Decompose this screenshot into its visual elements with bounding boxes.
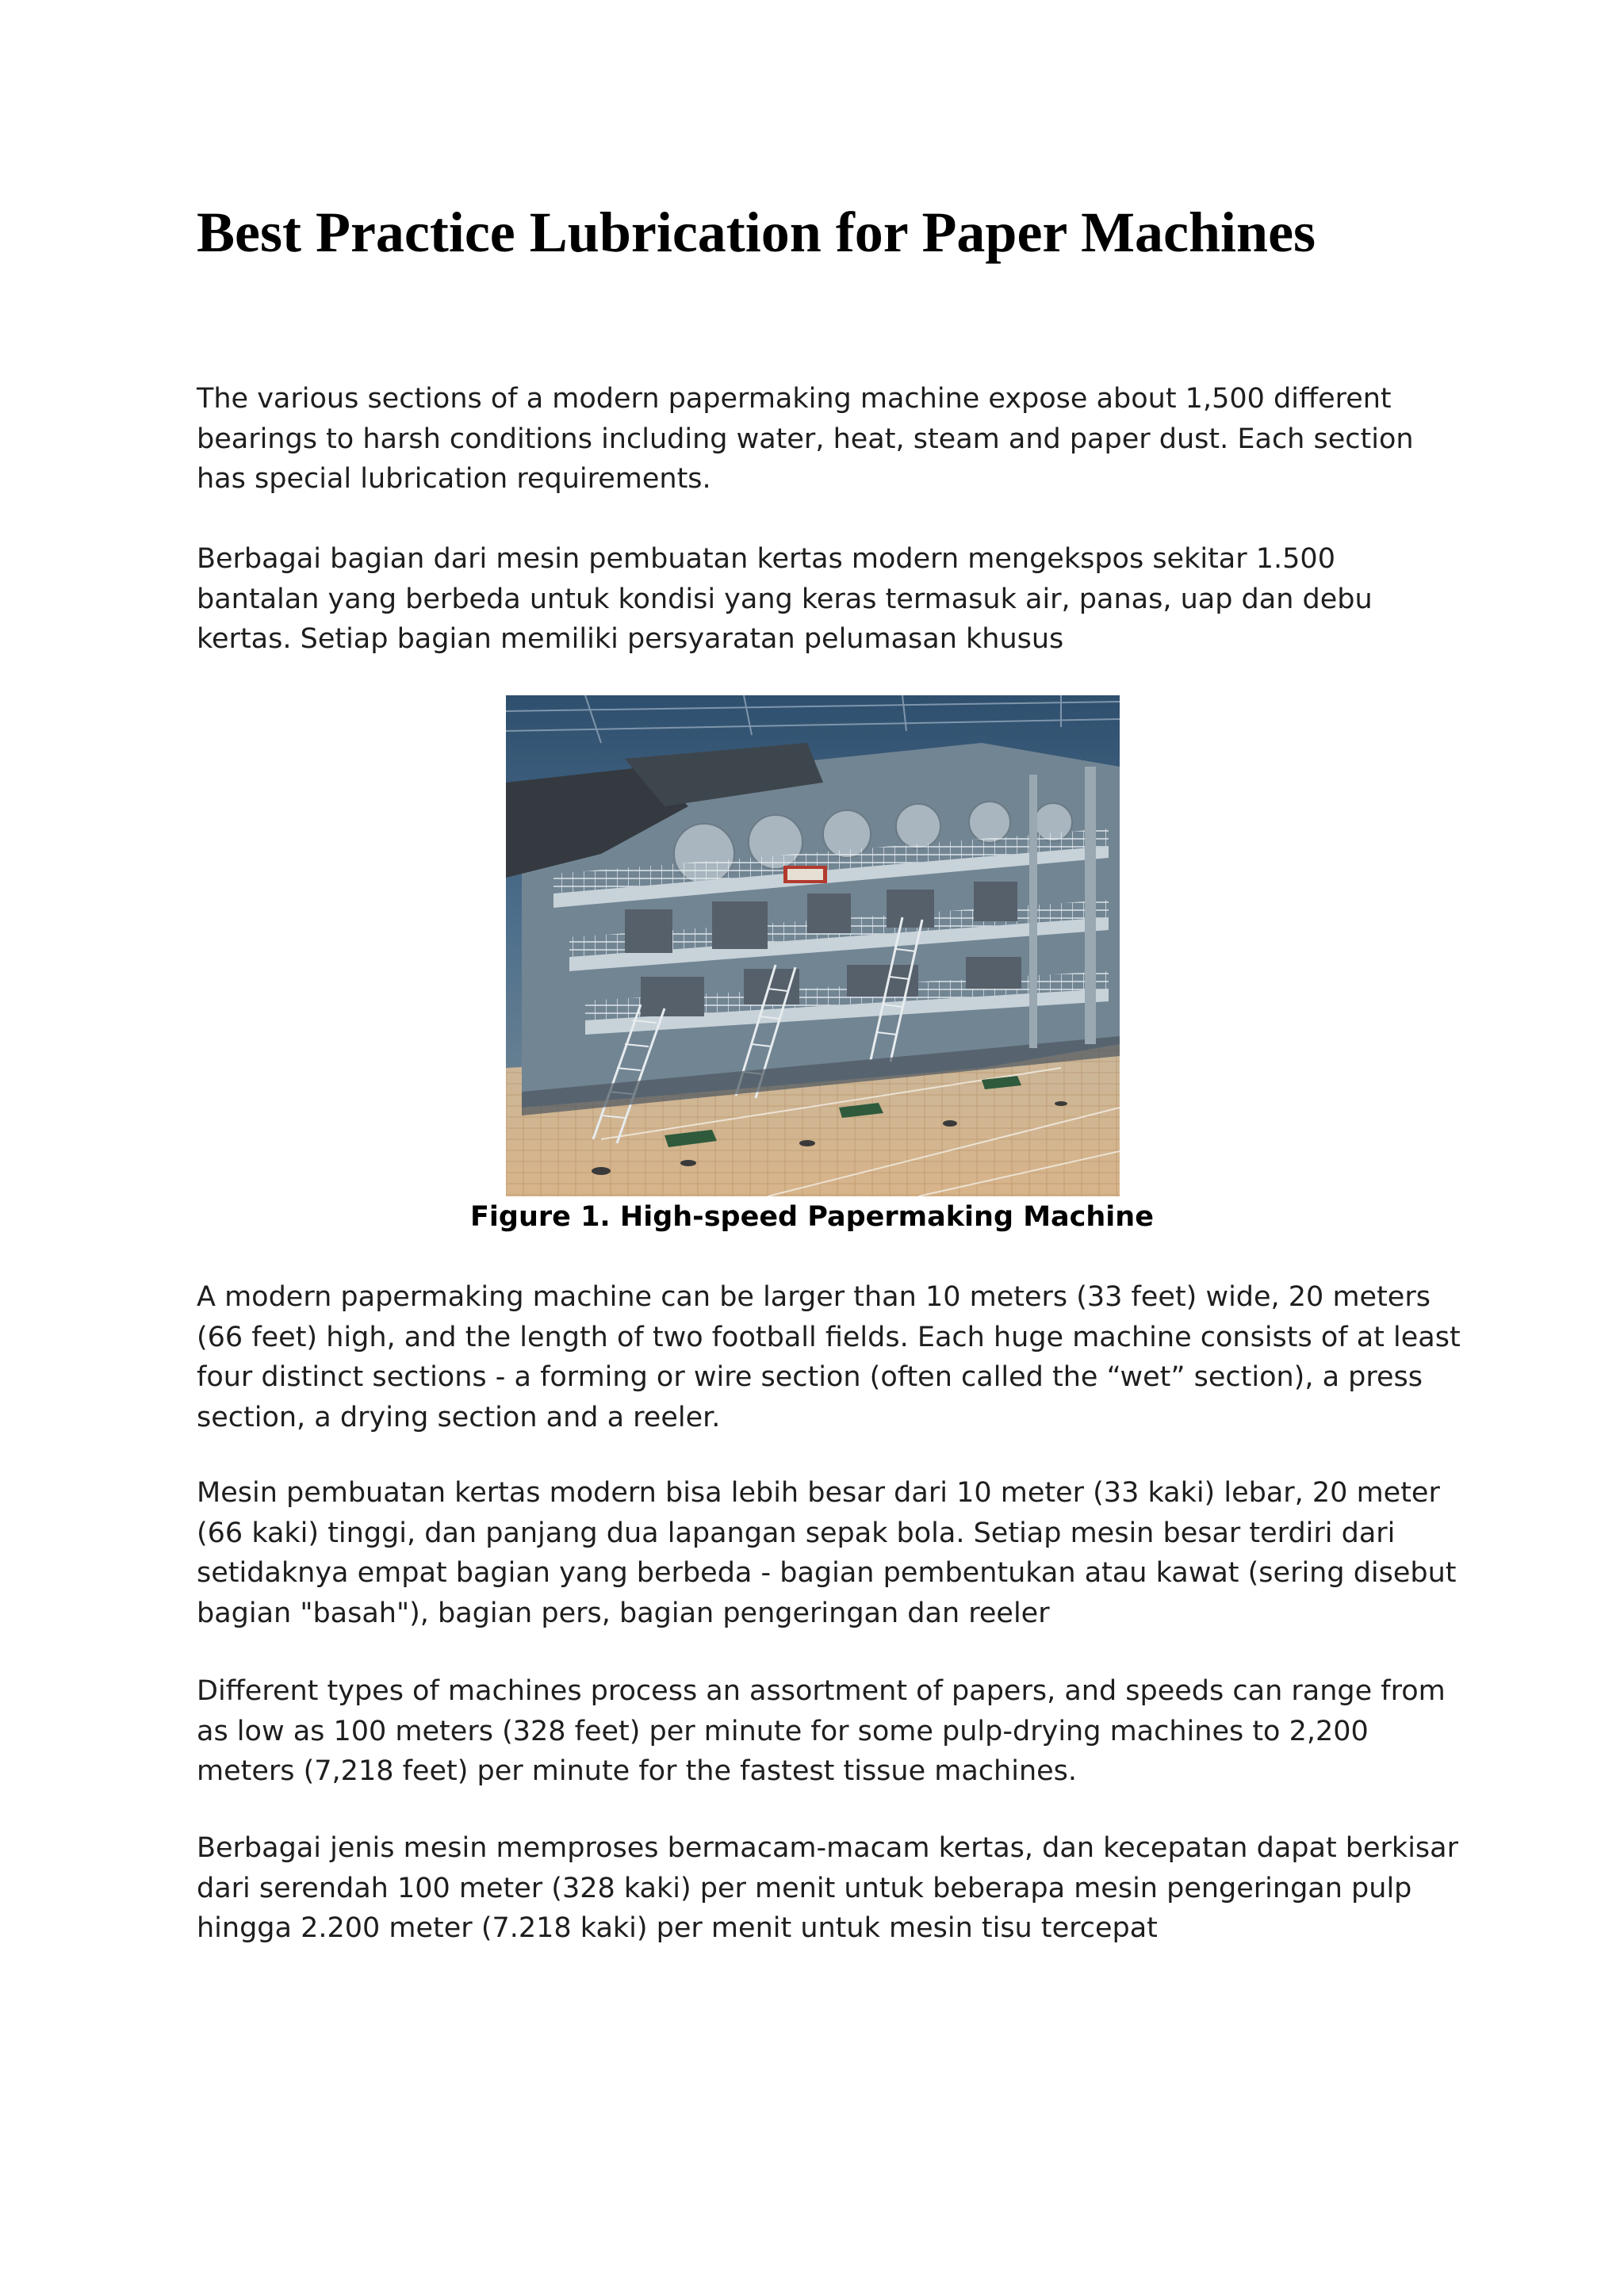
paragraph-size-indonesian: Mesin pembuatan kertas modern bisa lebih besar dari 10 meter (33 kaki) lebar, 20 meter (66 kaki) tinggi, dan panjang dua lapangan sepak bola. Setiap mesin besar terdiri dari setidaknya empat bagian yang berbeda - bagian pembentukan atau kawat (sering disebut bagian "basah"), bagian pers, bagian pengeringan dan reeler bbox=[197, 1477, 1457, 1629]
papermaking-machine-photo bbox=[506, 695, 1120, 1196]
document-title: Best Practice Lubrication for Paper Machines bbox=[197, 201, 1316, 264]
paragraph-size-english: A modern papermaking machine can be larger than 10 meters (33 feet) wide, 20 meters (66 feet) high, and the length of two football fields. Each huge machine consists of at least four distinct sections - a forming or wire section (often called the “wet” section), a press section, a drying section and a reeler. bbox=[197, 1281, 1461, 1433]
figure-caption: Figure 1. High-speed Papermaking Machine bbox=[470, 1201, 1154, 1233]
paragraph-intro-english: The various sections of a modern papermaking machine expose about 1,500 different bearings to harsh conditions including water, heat, steam and paper dust. Each section has special lubrication requirements. bbox=[197, 383, 1414, 495]
paragraph-speed-indonesian: Berbagai jenis mesin memproses bermacam-macam kertas, dan kecepatan dapat berkisar dari serendah 100 meter (328 kaki) per menit untuk beberapa mesin pengeringan pulp hingga 2.200 meter (7.218 kaki) per menit untuk mesin tisu tercepat bbox=[197, 1832, 1458, 1944]
paragraph-intro-indonesian: Berbagai bagian dari mesin pembuatan kertas modern mengekspos sekitar 1.500 bantalan yang berbeda untuk kondisi yang keras termasuk air, panas, uap dan debu kertas. Setiap bagian memiliki persyaratan pelumasan khusus bbox=[197, 543, 1373, 655]
paragraph-speed-english: Different types of machines process an assortment of papers, and speeds can range from as low as 100 meters (328 feet) per minute for some pulp-drying machines to 2,200 meters (7,218 feet) per minute for the fastest tissue machines. bbox=[197, 1675, 1446, 1787]
